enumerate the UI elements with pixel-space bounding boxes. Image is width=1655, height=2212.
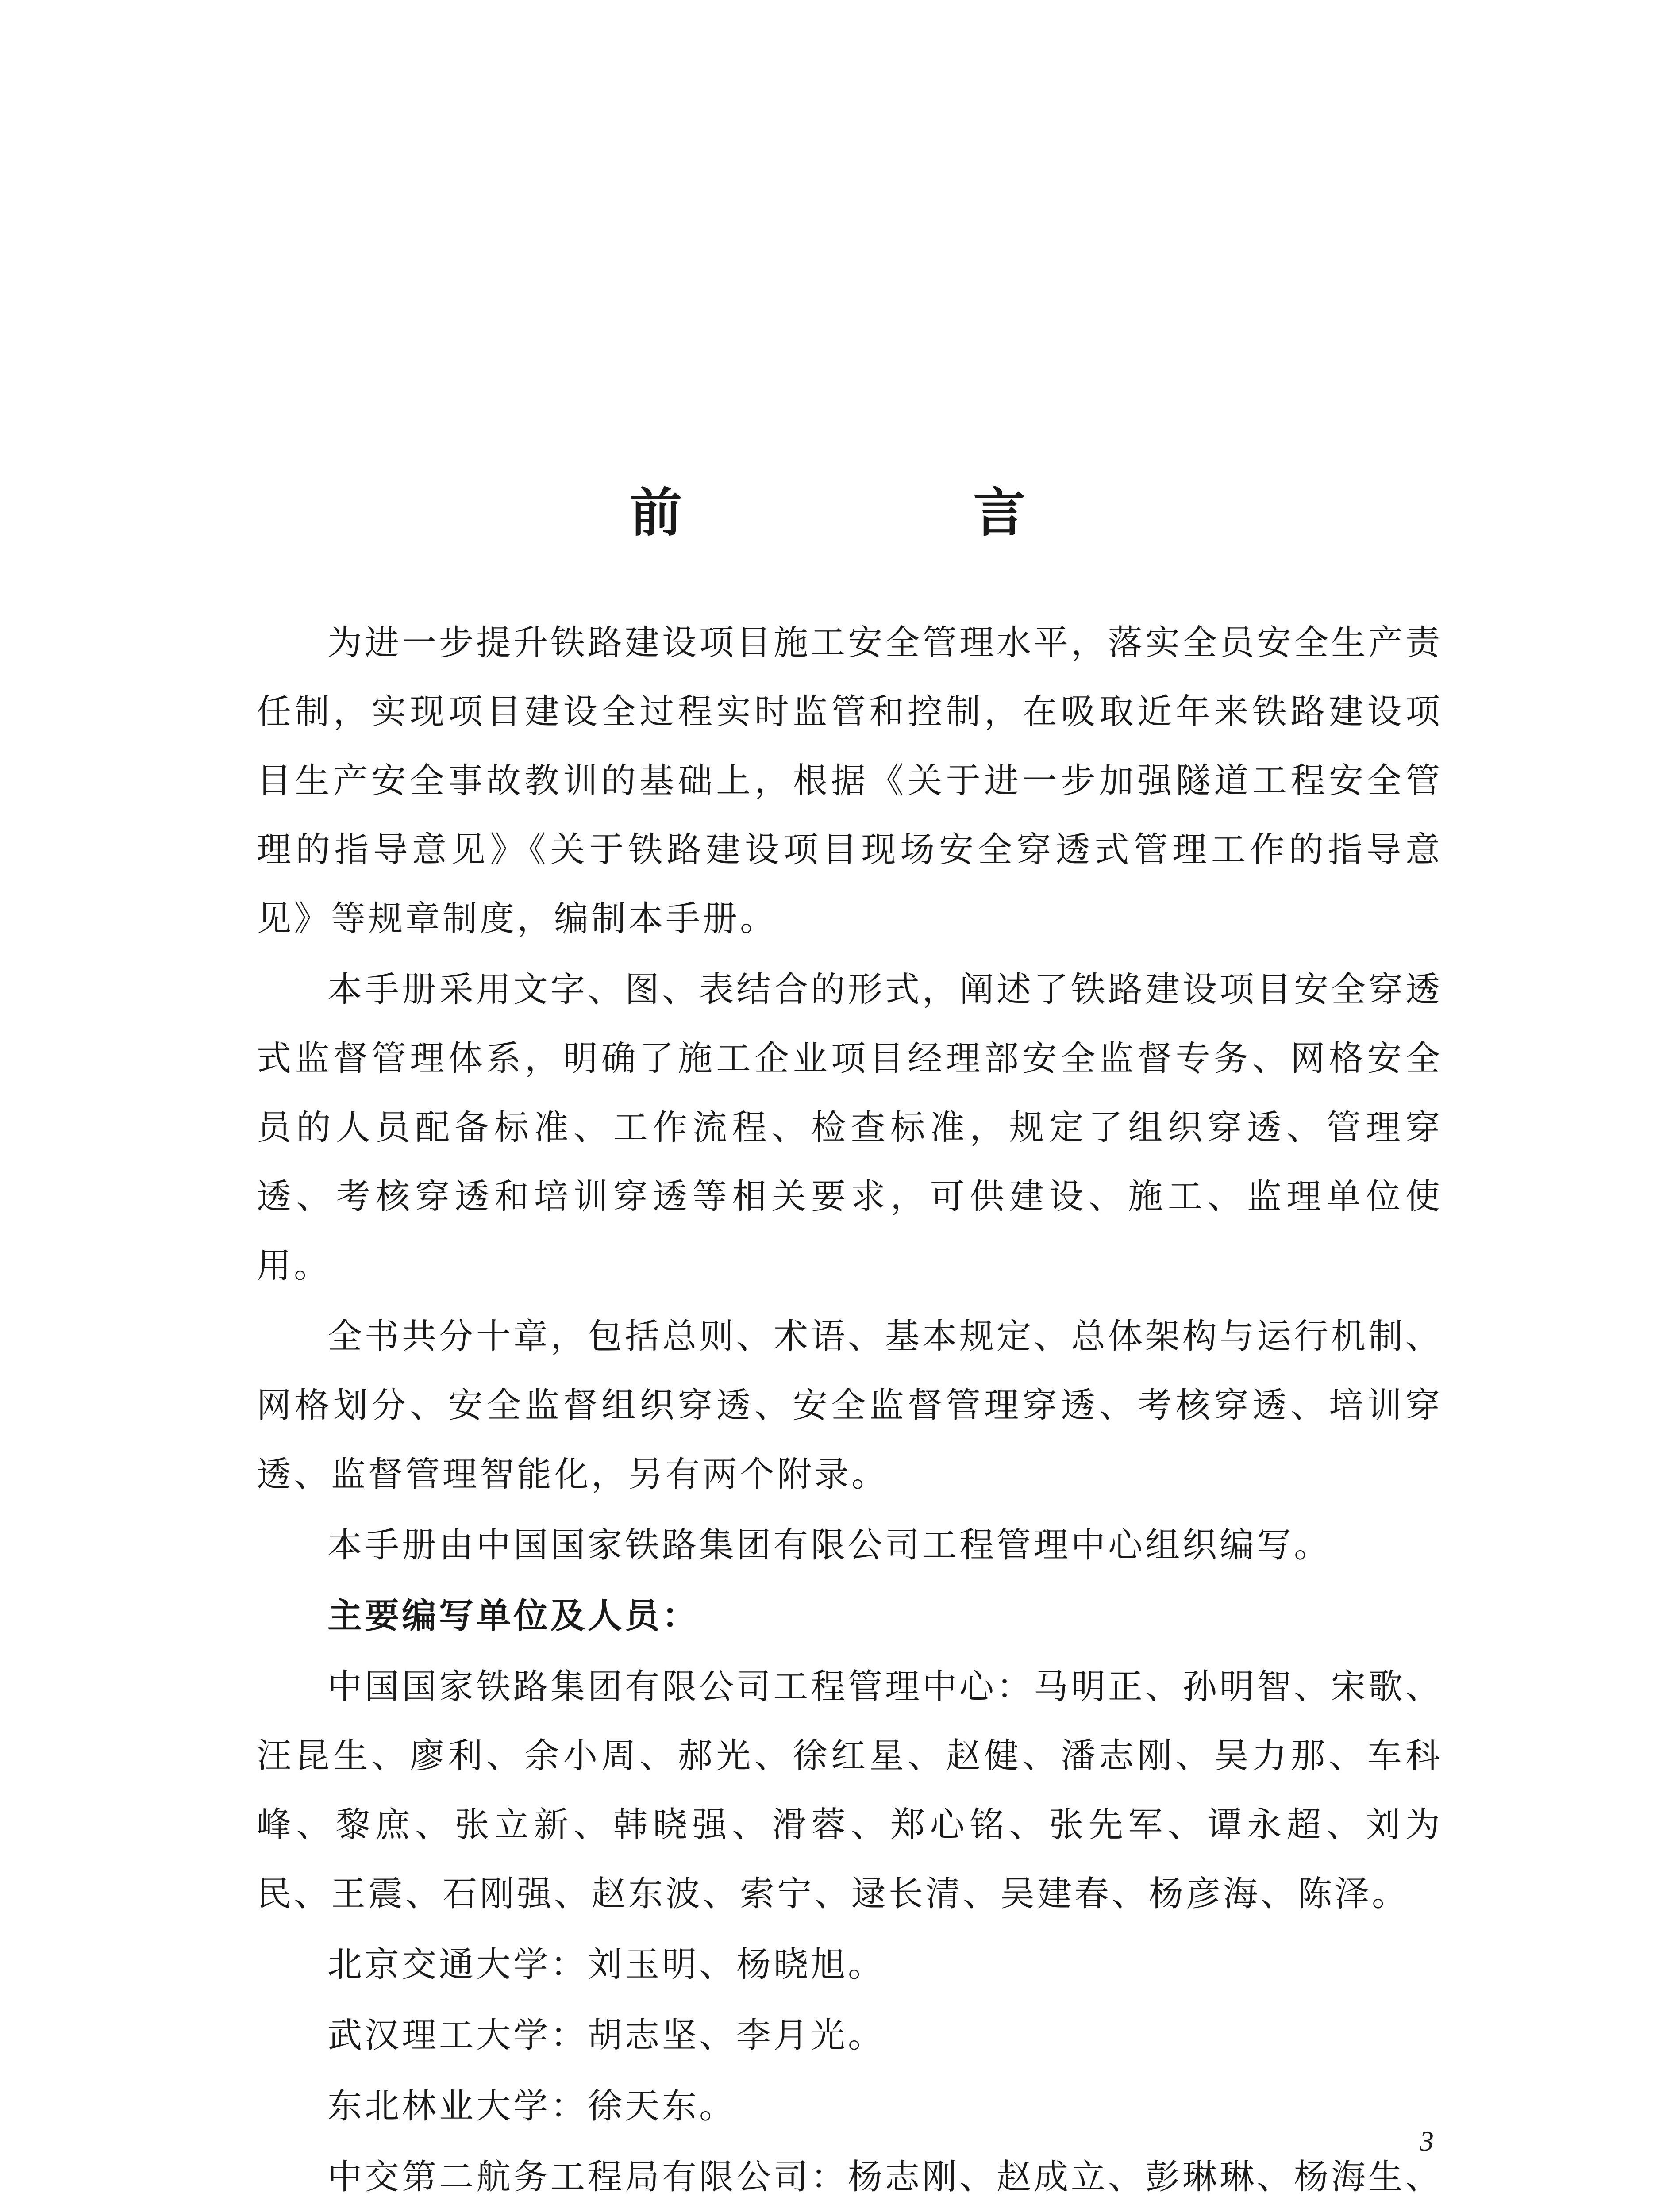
page-title: 前 言 bbox=[629, 482, 1145, 544]
contributor-entry: 东北林业大学：徐天东。 bbox=[327, 2086, 737, 2126]
paragraph-organizer: 本手册由中国国家铁路集团有限公司工程管理中心组织编写。 bbox=[327, 1525, 1332, 1565]
preface-body bbox=[257, 608, 1443, 2212]
paragraph-purpose: 为进一步提升铁路建设项目施工安全管理水平，落实全员安全生产责任制，实现项目建设全过程实时监管和控制，在吸取近年来铁路建设项目生产安全事故教训的基础上，根据《关于进一步加强隧道工程安全管理的指导意见》《关于铁路建设项目现场安全穿透式管理工作的指导意见》等规章制度，编制本手册。 bbox=[257, 623, 1443, 939]
contributor-entry: 中交第二航务工程局有限公司：杨志刚、赵成立、彭琳琳、杨海生、 bbox=[327, 2157, 1443, 2197]
contributor-entry: 中国国家铁路集团有限公司工程管理中心：马明正、孙明智、宋歌、汪昆生、廖利、余小周、郝光、徐红星、赵健、潘志刚、吴力那、车科峰、黎庶、张立新、韩晓强、滑蓉、郑心铭、张先军、谭永超、刘为民、王震、石刚强、赵东波、索宁、逯长清、吴建春、杨彦海、陈泽。 bbox=[257, 1667, 1443, 1914]
page-number: 3 bbox=[1420, 2125, 1434, 2157]
contributor-entry: 武汉理工大学：胡志坚、李月光。 bbox=[327, 2016, 885, 2055]
paragraph-structure: 全书共分十章，包括总则、术语、基本规定、总体架构与运行机制、网格划分、安全监督组织穿透、安全监督管理穿透、考核穿透、培训穿透、监督管理智能化，另有两个附录。 bbox=[257, 1317, 1443, 1494]
contributors-heading: 主要编写单位及人员： bbox=[327, 1596, 700, 1636]
contributor-entry: 北京交通大学：刘玉明、杨晓旭。 bbox=[327, 1945, 885, 1985]
paragraph-content: 本手册采用文字、图、表结合的形式，阐述了铁路建设项目安全穿透式监督管理体系，明确了施工企业项目经理部安全监督专务、网格安全员的人员配备标准、工作流程、检查标准，规定了组织穿透、管理穿透、考核穿透和培训穿透等相关要求，可供建设、施工、监理单位使用。 bbox=[257, 970, 1443, 1286]
